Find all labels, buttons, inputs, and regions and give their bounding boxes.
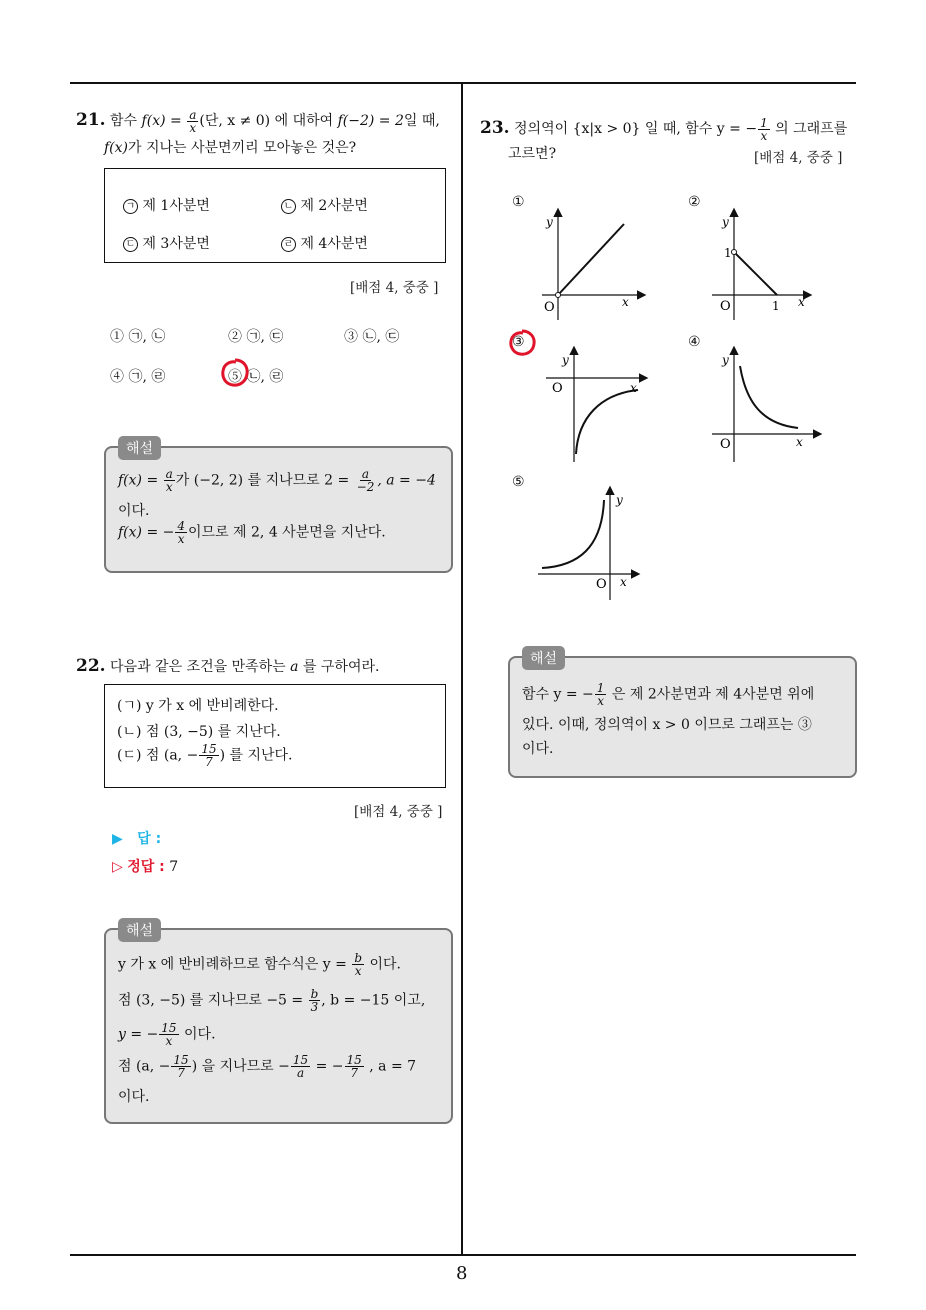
q22-solution-box bbox=[104, 923, 453, 1124]
column-divider bbox=[461, 82, 463, 1254]
q22-sol-line1: y 가 x 에 반비례하므로 함수식은 y = $\frac{b}{x}$ 이다. bbox=[118, 951, 401, 978]
q23-graph-5[interactable] bbox=[534, 482, 644, 604]
correct-arrow-icon: ▷ bbox=[112, 859, 123, 875]
q21-sol-line3: f(x) = − $\frac{4}{x}$ 이므로 제 2, 4 사분면을 지난다. bbox=[118, 519, 386, 546]
graph2-origin: O bbox=[720, 299, 731, 314]
q22-correct-value: 7 bbox=[169, 859, 179, 875]
q21-text-b: 에 대하여 bbox=[274, 113, 334, 129]
q23-meta: [배점 4, 중중 ] bbox=[754, 150, 843, 166]
graph3-y-label: y bbox=[562, 353, 569, 367]
q21-box-item-1: ㄱ 제 1사분면 bbox=[123, 195, 210, 215]
bottom-rule bbox=[70, 1254, 856, 1256]
q21-box-item-3: ㄷ 제 3사분면 bbox=[123, 233, 210, 253]
graph1-x-label: x bbox=[622, 295, 629, 309]
graph2-one-y: 1 bbox=[724, 246, 732, 260]
q22-sol-line4: 점 (a, − $\frac{15}{7}$ ) 을 지나므로 − $\frac{15}{a}$ = − $\frac{15}{7}$ , a = 7 bbox=[118, 1053, 417, 1080]
graph2-one-x: 1 bbox=[772, 299, 780, 313]
q21-sol-line1: f(x) = $\frac{a}{x}$ 가 (−2, 2) 를 지나므로 2 = $\frac{a}{-2}$ , a = −4 bbox=[118, 467, 436, 494]
graph5-x-label: x bbox=[620, 575, 627, 589]
q23-graph-label-1[interactable]: ① bbox=[512, 194, 525, 210]
q23-sol-line2: 있다. 이때, 정의역이 x > 0 이므로 그래프는 ③ bbox=[522, 717, 812, 733]
graph4-y-label: y bbox=[722, 353, 729, 367]
top-rule bbox=[70, 82, 856, 84]
q22-answer-row bbox=[112, 828, 161, 848]
graph4-x-label: x bbox=[796, 435, 803, 449]
q21-choice-3[interactable]: ③ ㉡, ㉢ bbox=[344, 329, 400, 345]
q21-stem bbox=[76, 108, 456, 134]
q23-graph-label-5[interactable]: ⑤ bbox=[512, 474, 525, 490]
q21-meta: [배점 4, 중중 ] bbox=[350, 280, 439, 296]
q22-number: 22. bbox=[76, 656, 106, 676]
q22-sol-line5: 이다. bbox=[118, 1089, 150, 1105]
q23-stem-line2: 고르면? bbox=[508, 146, 557, 162]
graph2-y-label: y bbox=[722, 215, 729, 229]
q22-correct-row bbox=[112, 856, 178, 876]
q23-graph-4[interactable] bbox=[706, 342, 826, 466]
q21-solution-tag: 해설 bbox=[118, 436, 161, 460]
q23-stem: 23. 정의역이 {x|x > 0} 일 때, 함수 y = − $\frac{1}{x}$ 의 그래프를 bbox=[480, 115, 848, 143]
q23-graph-3[interactable] bbox=[540, 342, 652, 466]
q23-graph-label-3[interactable]: ③ bbox=[512, 334, 525, 350]
graph5-y-label: y bbox=[616, 493, 623, 507]
q23-sol-line3: 이다. bbox=[522, 741, 554, 757]
q21-eq: = bbox=[170, 113, 182, 129]
q22-sol-line3: y = − $\frac{15}{x}$ 이다. bbox=[118, 1021, 216, 1048]
q22-meta: [배점 4, 중중 ] bbox=[354, 804, 443, 820]
q21-box-item-2: ㄴ 제 2사분면 bbox=[281, 195, 368, 215]
q21-fx: f(x) bbox=[141, 113, 166, 129]
q22-cond-3: (ㄷ) 점 (a, − $\frac{15}{7}$ ) 를 지난다. bbox=[117, 742, 293, 769]
q21-solution-box bbox=[104, 441, 453, 573]
q23-sol-line1: 함수 y = − $\frac{1}{x}$ 은 제 2사분면과 제 4사분면 위에 bbox=[522, 681, 815, 708]
q22-solution-tag: 해설 bbox=[118, 918, 161, 942]
q22-answer-label: 답 : bbox=[137, 831, 162, 847]
q23-solution-tag: 해설 bbox=[522, 646, 565, 670]
q21-stem-line2: f(x)가 지나는 사분면끼리 모아놓은 것은? bbox=[104, 140, 357, 156]
q23-solution-box bbox=[508, 651, 857, 778]
q21-number: 21. bbox=[76, 110, 106, 130]
page-number: 8 bbox=[456, 1263, 468, 1284]
q23-graph-3-mark bbox=[506, 328, 538, 358]
q23-number: 23. bbox=[480, 118, 510, 138]
q23-graph-2[interactable] bbox=[706, 202, 826, 324]
q21-sol-line2: 이다. bbox=[118, 503, 150, 519]
q21-frac: $\frac{a}{x}$ bbox=[189, 107, 197, 135]
graph1-origin: O bbox=[544, 300, 555, 315]
q23-graph-label-4[interactable]: ④ bbox=[688, 334, 701, 350]
answer-arrow-icon: ▶ bbox=[112, 831, 123, 847]
q21-fm2: f(−2) = 2 bbox=[337, 113, 404, 129]
graph2-x-label: x bbox=[798, 295, 805, 309]
q21-choice-2[interactable]: ② ㉠, ㉢ bbox=[228, 329, 284, 345]
q21-choice-1[interactable]: ① ㉠, ㉡ bbox=[110, 329, 166, 345]
q21-answer-mark-circle bbox=[218, 356, 252, 390]
q22-stem: 22. 다음과 같은 조건을 만족하는 a 를 구하여라. bbox=[76, 656, 380, 676]
q23-graph-label-2[interactable]: ② bbox=[688, 194, 701, 210]
graph5-origin: O bbox=[596, 577, 607, 592]
q22-cond-1: (ㄱ) y 가 x 에 반비례한다. bbox=[117, 698, 279, 714]
q23-graph-1[interactable] bbox=[530, 202, 650, 324]
q21-cond: (단, x ≠ 0) bbox=[199, 113, 271, 129]
q21-choice-4[interactable]: ④ ㉠, ㉣ bbox=[110, 369, 166, 385]
q22-correct-label: 정답 : bbox=[127, 859, 165, 875]
q22-condition-box bbox=[104, 684, 446, 788]
graph4-origin: O bbox=[720, 437, 731, 452]
q21-text-c: 일 때, bbox=[403, 113, 440, 129]
graph3-origin: O bbox=[552, 381, 563, 396]
q21-condition-box bbox=[104, 168, 446, 263]
q21-box-item-4: ㄹ 제 4사분면 bbox=[281, 233, 368, 253]
q21-choice-5[interactable]: ⑤ ㉡, ㉣ bbox=[228, 369, 284, 385]
graph1-y-label: y bbox=[546, 215, 553, 229]
q21-text-a: 함수 bbox=[110, 113, 138, 129]
q22-sol-line2: 점 (3, −5) 를 지나므로 −5 = $\frac{b}{3}$ , b = −15 이고, bbox=[118, 987, 426, 1014]
graph3-x-label: x bbox=[630, 381, 637, 395]
q22-cond-2: (ㄴ) 점 (3, −5) 를 지난다. bbox=[117, 724, 281, 740]
